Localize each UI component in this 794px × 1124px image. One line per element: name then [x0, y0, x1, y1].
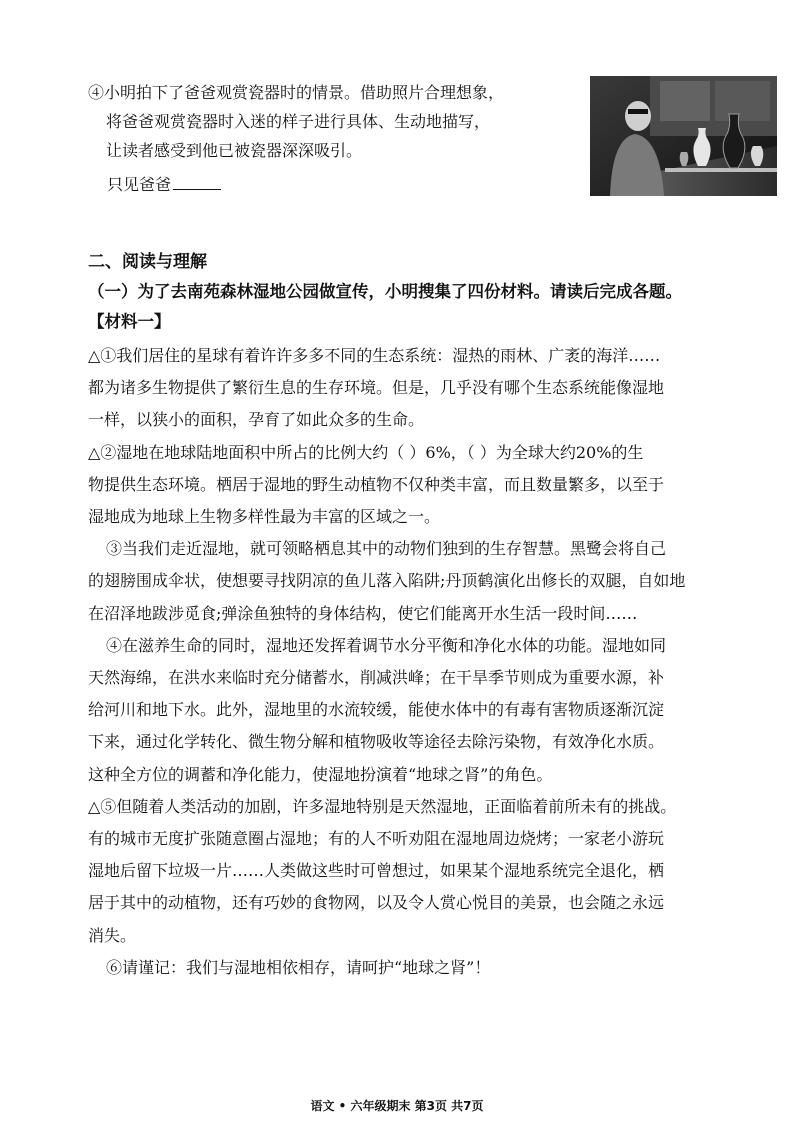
answer-prefix: 只见爸爸	[107, 175, 172, 194]
paragraph-6	[88, 952, 778, 984]
paragraph-line: 物提供生态环境。栖居于湿地的野生动植物不仅种类丰富，而且数量繁多，以至于	[88, 474, 665, 494]
question-4-line-2: 将爸爸观赏瓷器时入迷的样子进行具体、生动地描写，	[106, 112, 491, 131]
question-4-line-1: ④小明拍下了爸爸观赏瓷器时的情景。借助照片合理想象，	[88, 83, 505, 102]
paragraph-2	[88, 437, 778, 534]
paragraph-1	[88, 340, 778, 437]
paragraph-line: 湿地后留下垃圾一片……人类做这些时可曾想过，如果某个湿地系统完全退化，栖	[88, 861, 665, 881]
paragraph-line: ③当我们走近湿地，就可领略栖息其中的动物们独到的生存智慧。黑鹭会将自己	[106, 539, 667, 559]
section-subtitle: （一）为了去南苑森林湿地公园做宣传，小明搜集了四份材料。请读后完成各题。	[88, 282, 682, 301]
paragraph-line: 一样，以狭小的面积，孕育了如此众多的生命。	[88, 410, 425, 430]
paragraph-line: 都为诸多生物提供了繁衍生息的生存环境。但是，几乎没有哪个生态系统能像湿地	[88, 378, 665, 398]
paragraph-4	[88, 630, 778, 791]
paragraph-line: 的翅膀围成伞状，使想要寻找阴凉的鱼儿落入陷阱;丹顶鹤演化出修长的双腿，自如地	[88, 571, 686, 591]
paragraph-line: 消失。	[88, 925, 137, 945]
question-4-answer	[107, 172, 221, 195]
porcelain-photo-image	[590, 76, 777, 196]
paragraph-3	[88, 533, 778, 630]
material-one-text	[88, 340, 778, 984]
paragraph-line: 湿地成为地球上生物多样性最为丰富的区域之一。	[88, 507, 441, 527]
material-title: 【材料一】	[88, 312, 171, 331]
paragraph-line: △⑤但随着人类活动的加剧，许多湿地特别是天然湿地，正面临着前所未有的挑战。	[88, 796, 677, 816]
photo-man-viewing-porcelain	[590, 76, 777, 196]
paragraph-line: 有的城市无度扩张随意圈占湿地；有的人不听劝阻在湿地周边烧烤；一家老小游玩	[88, 829, 665, 849]
paragraph-5	[88, 791, 778, 952]
page-footer: 语文 • 六年级期末 第3页 共7页	[310, 1099, 484, 1113]
paragraph-line: △②湿地在地球陆地面积中所占的比例大约（ ）6%，（ ）为全球大约20%的生	[88, 442, 644, 462]
paragraph-line: ⑥请谨记：我们与湿地相依相存，请呵护“地球之肾”！	[106, 957, 491, 977]
section-title: 二、阅读与理解	[88, 252, 207, 272]
question-4	[88, 78, 578, 165]
question-4-line-3: 让读者感受到他已被瓷器深深吸引。	[106, 141, 363, 160]
paragraph-line: 天然海绵，在洪水来临时充分储蓄水，削减洪峰；在干旱季节则成为重要水源，补	[88, 668, 665, 688]
paragraph-line: 居于其中的动植物，还有巧妙的食物网，以及令人赏心悦目的美景，也会随之永远	[88, 893, 665, 913]
paragraph-line: 给河川和地下水。此外，湿地里的水流较缓，能使水体中的有毒有害物质逐渐沉淀	[88, 700, 665, 720]
answer-blank[interactable]	[173, 173, 221, 190]
paragraph-line: ④在滋养生命的同时，湿地还发挥着调节水分平衡和净化水体的功能。湿地如同	[106, 635, 667, 655]
paragraph-line: 在沼泽地跋涉觅食;弹涂鱼独特的身体结构，使它们能离开水生活一段时间……	[88, 603, 638, 623]
paragraph-line: △①我们居住的星球有着许许多多不同的生态系统：湿热的雨林、广袤的海洋……	[88, 346, 661, 365]
paragraph-line: 下来，通过化学转化、微生物分解和植物吸收等途径去除污染物，有效净化水质。	[88, 732, 665, 752]
paragraph-line: 这种全方位的调蓄和净化能力，使湿地扮演着“地球之肾”的角色。	[88, 764, 553, 784]
